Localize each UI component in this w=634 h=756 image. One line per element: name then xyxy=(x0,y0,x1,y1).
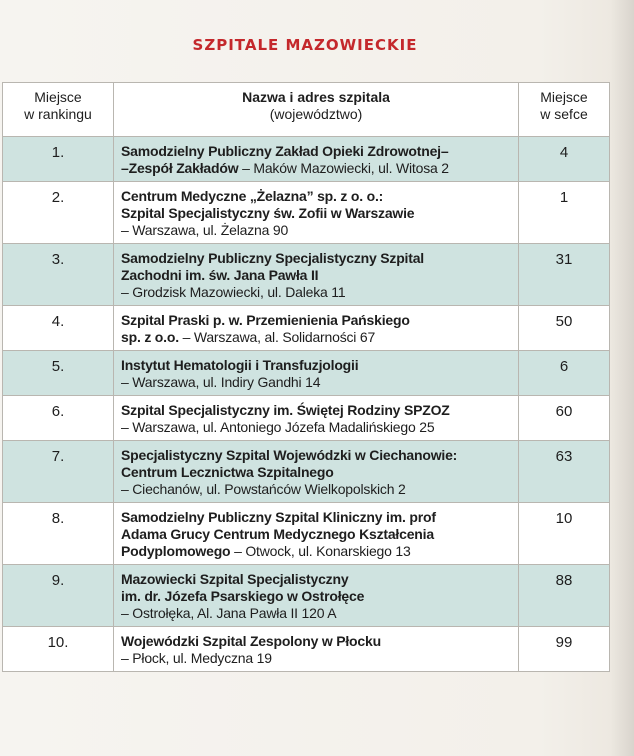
hospital-cell xyxy=(114,306,519,351)
page-title: SZPITALE MAZOWIECKIE xyxy=(192,36,418,54)
network-rank-cell: 99 xyxy=(519,627,610,672)
hospital-cell xyxy=(114,565,519,627)
hospital-name-line xyxy=(121,188,510,205)
hospital-name-line xyxy=(121,447,510,464)
hospital-name-line xyxy=(121,571,510,588)
rank-cell: 4. xyxy=(3,306,114,351)
hospital-name-line xyxy=(121,143,510,160)
page-edge-shadow xyxy=(610,0,634,756)
hospital-name: –Zespół Zakładów xyxy=(121,160,239,176)
hospital-address: – Otwock, ul. Konarskiego 13 xyxy=(230,543,411,559)
header-net xyxy=(519,83,610,137)
header-net-line1: Miejsce xyxy=(540,89,588,105)
hospital-name: Podyplomowego xyxy=(121,543,231,559)
hospital-name: Samodzielny Publiczny Zakład Opieki Zdrowotnej– xyxy=(121,143,449,159)
header-rank-line2: w rankingu xyxy=(24,106,92,122)
hospital-name: Samodzielny Publiczny Szpital Kliniczny im. prof xyxy=(121,509,436,525)
table-row xyxy=(3,306,610,351)
hospital-address: – Płock, ul. Medyczna 19 xyxy=(121,650,272,666)
hospital-name: Samodzielny Publiczny Specjalistyczny Szpital xyxy=(121,250,424,266)
hospital-name-line xyxy=(121,267,510,284)
hospital-name: sp. z o.o. xyxy=(121,329,179,345)
table-row xyxy=(3,627,610,672)
hospital-cell xyxy=(114,137,519,182)
hospital-address: – Warszawa, ul. Indiry Gandhi 14 xyxy=(121,374,321,390)
hospital-address: – Warszawa, ul. Antoniego Józefa Madalińskiego 25 xyxy=(121,419,435,435)
hospital-name-line xyxy=(121,160,510,177)
table-row xyxy=(3,396,610,441)
table-row xyxy=(3,441,610,503)
hospital-name: Adama Grucy Centrum Medycznego Kształcenia xyxy=(121,526,434,542)
hospital-name-line xyxy=(121,633,510,650)
hospital-name: im. dr. Józefa Psarskiego w Ostrołęce xyxy=(121,588,365,604)
hospital-cell xyxy=(114,441,519,503)
network-rank-cell: 10 xyxy=(519,503,610,565)
rank-cell: 1. xyxy=(3,137,114,182)
table-row xyxy=(3,137,610,182)
network-rank-cell: 6 xyxy=(519,351,610,396)
network-rank-cell: 88 xyxy=(519,565,610,627)
hospital-name: Specjalistyczny Szpital Wojewódzki w Ciechanowie: xyxy=(121,447,458,463)
hospital-cell xyxy=(114,182,519,244)
header-name-line2: (województwo) xyxy=(269,106,363,122)
table-row xyxy=(3,182,610,244)
hospital-name: Centrum Medyczne „Żelazna” sp. z o. o.: xyxy=(121,188,384,204)
hospital-address: – Ostrołęka, Al. Jana Pawła II 120 A xyxy=(121,605,337,621)
hospital-name: Szpital Praski p. w. Przemienienia Pańskiego xyxy=(121,312,410,328)
hospital-name-line xyxy=(121,312,510,329)
hospital-cell xyxy=(114,351,519,396)
header-rank-line1: Miejsce xyxy=(34,89,82,105)
hospital-name: Szpital Specjalistyczny im. Świętej Rodziny SPZOZ xyxy=(121,402,450,418)
header-name-line1: Nazwa i adres szpitala xyxy=(242,89,390,105)
rank-cell: 2. xyxy=(3,182,114,244)
rank-cell: 7. xyxy=(3,441,114,503)
hospital-address: – Grodzisk Mazowiecki, ul. Daleka 11 xyxy=(121,284,346,300)
hospital-address: – Maków Mazowiecki, ul. Witosa 2 xyxy=(238,160,449,176)
table-header-row xyxy=(3,83,610,137)
hospital-cell xyxy=(114,503,519,565)
table-row xyxy=(3,244,610,306)
table-row xyxy=(3,503,610,565)
hospital-cell xyxy=(114,244,519,306)
hospital-name-line xyxy=(121,357,510,374)
rank-cell: 5. xyxy=(3,351,114,396)
hospital-name: Wojewódzki Szpital Zespolony w Płocku xyxy=(121,633,381,649)
network-rank-cell: 60 xyxy=(519,396,610,441)
hospital-name: Mazowiecki Szpital Specjalistyczny xyxy=(121,571,349,587)
network-rank-cell: 1 xyxy=(519,182,610,244)
hospital-name: Zachodni im. św. Jana Pawła II xyxy=(121,267,319,283)
hospital-cell xyxy=(114,396,519,441)
network-rank-cell: 50 xyxy=(519,306,610,351)
rank-cell: 9. xyxy=(3,565,114,627)
hospital-name-line xyxy=(121,464,510,481)
hospital-ranking-table xyxy=(2,82,610,672)
hospital-address: – Warszawa, al. Solidarności 67 xyxy=(178,329,376,345)
rank-cell: 3. xyxy=(3,244,114,306)
hospital-name-line xyxy=(121,250,510,267)
network-rank-cell: 63 xyxy=(519,441,610,503)
table-row xyxy=(3,351,610,396)
hospital-address: – Warszawa, ul. Żelazna 90 xyxy=(121,222,289,238)
header-net-line2: w sefce xyxy=(540,106,588,122)
hospital-name: Szpital Specjalistyczny św. Zofii w Warszawie xyxy=(121,205,415,221)
rank-cell: 10. xyxy=(3,627,114,672)
hospital-name-line xyxy=(121,329,510,346)
header-name xyxy=(114,83,519,137)
hospital-cell xyxy=(114,627,519,672)
rank-cell: 6. xyxy=(3,396,114,441)
hospital-name: Instytut Hematologii i Transfuzjologii xyxy=(121,357,359,373)
hospital-name-line xyxy=(121,526,510,543)
hospital-name: Centrum Lecznictwa Szpitalnego xyxy=(121,464,334,480)
hospital-name-line xyxy=(121,402,510,419)
hospital-address: – Ciechanów, ul. Powstańców Wielkopolskich 2 xyxy=(121,481,406,497)
hospital-name-line xyxy=(121,205,510,222)
table-row xyxy=(3,565,610,627)
hospital-name-line xyxy=(121,509,510,526)
rank-cell: 8. xyxy=(3,503,114,565)
hospital-name-line xyxy=(121,588,510,605)
network-rank-cell: 31 xyxy=(519,244,610,306)
network-rank-cell: 4 xyxy=(519,137,610,182)
hospital-name-line xyxy=(121,543,510,560)
header-rank xyxy=(3,83,114,137)
